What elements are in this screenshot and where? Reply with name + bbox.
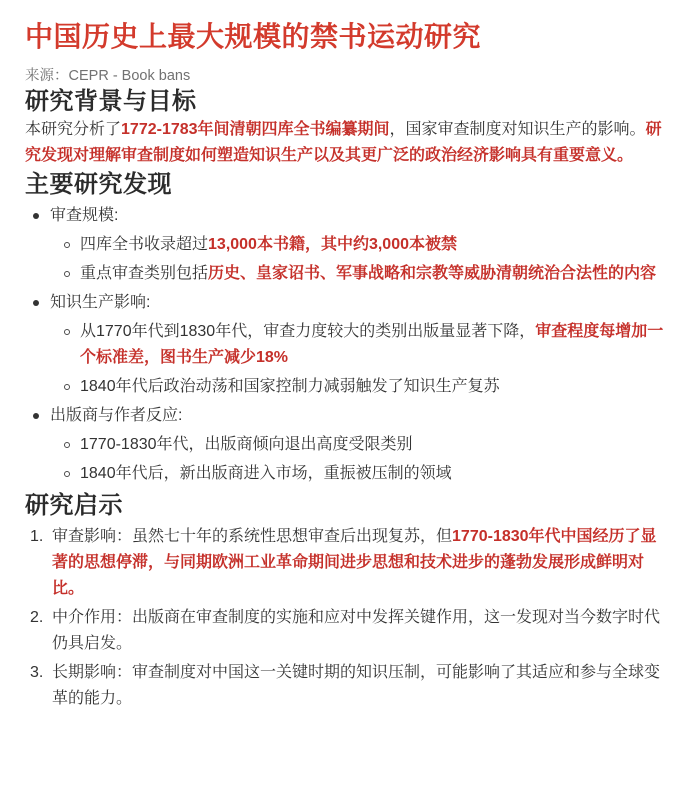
section-heading-findings: 主要研究发现 [25, 171, 172, 198]
list-subitem [25, 432, 670, 458]
circle-bullet-icon [64, 461, 80, 477]
bullet-icon [33, 203, 50, 219]
numbered-item-text [52, 524, 670, 602]
highlighted-text: 审查程度每增加一个标准差，图书生产减少18% [80, 323, 664, 366]
circle-bullet-icon [64, 374, 80, 390]
numbered-item-text [52, 660, 670, 712]
highlighted-text: 1770-1830年代中国经历了显著的思想停滞，与同期欧洲工业革命期间进步思想和技术进步的蓬勃发展形成鲜明对比。 [52, 528, 657, 597]
section-heading-background: 研究背景与目标 [25, 88, 197, 115]
list-subitem-text [80, 232, 670, 258]
list-item-label: 审查规模: [50, 207, 119, 224]
item-number: 2. [30, 609, 44, 626]
circle-bullet-icon [64, 232, 80, 248]
body-text: 四库全书收录超过 [80, 236, 209, 253]
list-subitem-text [80, 432, 670, 458]
highlighted-text: 历史、皇家诏书、军事战略和宗教等威胁清朝统治合法性的内容 [208, 265, 657, 282]
list-subitem [25, 232, 670, 258]
body-text: 长期影响：审查制度对中国这一关键时期的知识压制，可能影响了其适应和参与全球变革的能力。 [52, 664, 661, 707]
list-item-label: 知识生产影响: [50, 294, 151, 311]
bullet-icon [33, 403, 50, 419]
item-number: 1. [30, 528, 44, 545]
highlighted-text: 研究发现对理解审查制度如何塑造知识生产以及其更广泛的政治经济影响具有重要意义。 [25, 121, 662, 164]
findings-list [25, 203, 670, 487]
list-subitem [25, 374, 670, 400]
circle-bullet-icon [64, 261, 80, 277]
body-text: 1770-1830年代，出版商倾向退出高度受限类别 [80, 436, 413, 453]
list-subitem-text [80, 261, 670, 287]
list-subitem [25, 261, 670, 287]
list-subitem-text [80, 461, 670, 487]
body-text: ，国家审查制度对知识生产的影响。 [389, 121, 646, 138]
numbered-item-text [52, 605, 670, 657]
background-paragraph [25, 117, 670, 169]
body-text: 1840年代后，新出版商进入市场，重振被压制的领域 [80, 465, 452, 482]
list-item [25, 203, 670, 229]
implications-list [25, 524, 670, 712]
circle-bullet-icon [64, 319, 80, 335]
page-title: 中国历史上最大规模的禁书运动研究 [25, 21, 482, 52]
body-text: 中介作用：出版商在审查制度的实施和应对中发挥关键作用，这一发现对当今数字时代仍具启发。 [52, 609, 661, 652]
highlighted-text: 13,000本书籍，其中约3,000本被禁 [208, 236, 457, 253]
source-line: 来源：CEPR - Book bans [25, 68, 191, 84]
list-subitem [25, 319, 670, 371]
list-subitem [25, 461, 670, 487]
item-number: 3. [30, 664, 44, 681]
numbered-item [25, 524, 670, 602]
section-heading-implications: 研究启示 [25, 492, 123, 519]
numbered-item [25, 660, 670, 712]
body-text: 从1770年代到1830年代，审查力度较大的类别出版量显著下降， [80, 323, 536, 340]
bullet-icon [33, 290, 50, 306]
body-text: 1840年代后政治动荡和国家控制力减弱触发了知识生产复苏 [80, 378, 500, 395]
body-text: 重点审查类别包括 [80, 265, 209, 282]
highlighted-text: 1772-1783年间清朝四库全书编纂期间 [121, 121, 390, 138]
numbered-item [25, 605, 670, 657]
list-item-label: 出版商与作者反应: [50, 407, 183, 424]
body-text: 本研究分析了 [25, 121, 122, 138]
list-item [25, 290, 670, 316]
circle-bullet-icon [64, 432, 80, 448]
body-text: 审查影响：虽然七十年的系统性思想审查后出现复苏，但 [52, 528, 453, 545]
list-subitem-text [80, 374, 670, 400]
list-item [25, 403, 670, 429]
list-subitem-text [80, 319, 670, 371]
